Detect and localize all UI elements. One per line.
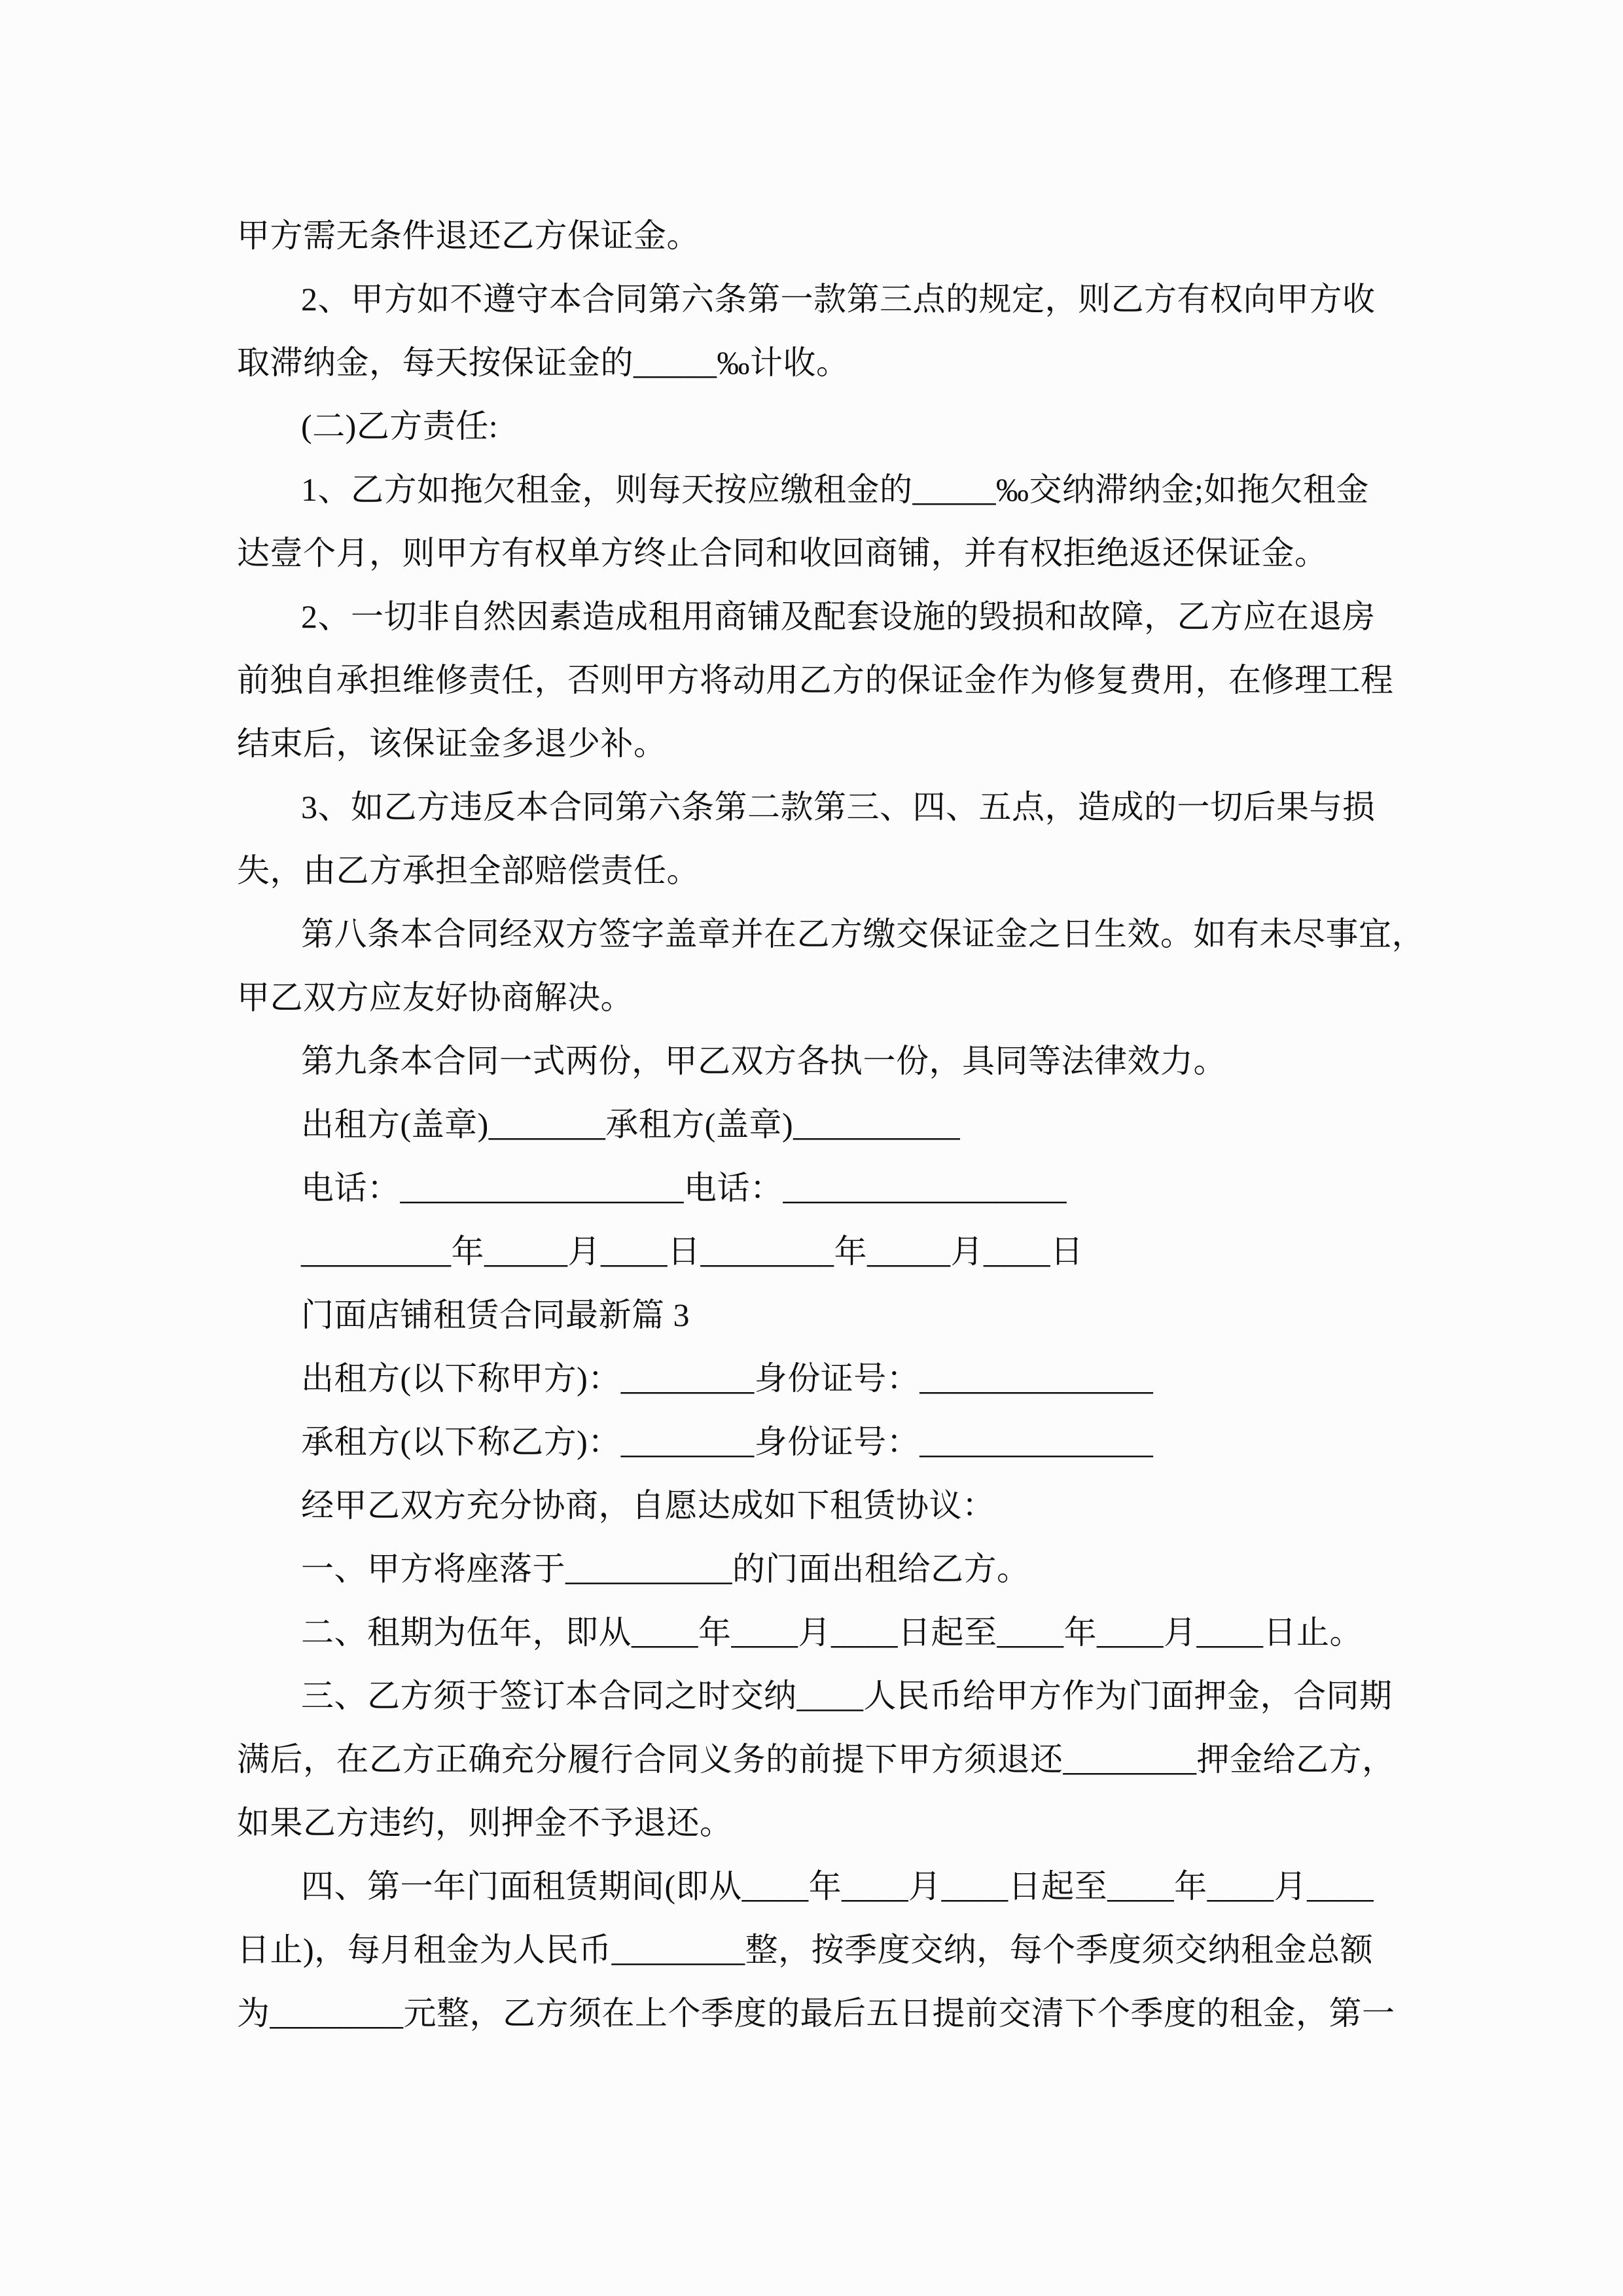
text-line: 为________元整，乙方须在上个季度的最后五日提前交清下个季度的租金，第一 [237,1995,1395,2032]
text-line: 2、甲方如不遵守本合同第六条第一款第三点的规定，则乙方有权向甲方收 [301,281,1376,317]
text-line: 取滞纳金，每天按保证金的_____‰计收。 [237,344,849,381]
contract-text-block [237,204,1425,2045]
text-line: 三、乙方须于签订本合同之时交纳____人民币给甲方作为门面押金，合同期 [301,1677,1393,1714]
party-line-lessor: 出租方(以下称甲方)：________身份证号：______________ [301,1360,1154,1397]
text-line: 3、如乙方违反本合同第六条第二款第三、四、五点，造成的一切后果与损 [301,789,1376,825]
text-line: 1、乙方如拖欠租金，则每天按应缴租金的_____‰交纳滞纳金;如拖欠租金 [301,471,1369,508]
section-title: 门面店铺租赁合同最新篇 3 [301,1297,690,1333]
signature-line-date: _________年_____月____日________年_____月____日 [301,1233,1084,1270]
text-line: 甲乙双方应友好协商解决。 [237,979,633,1016]
text-line: 结束后，该保证金多退少补。 [237,725,667,762]
text-line: 达壹个月，则甲方有权单方终止合同和收回商铺，并有权拒绝返还保证金。 [237,535,1328,571]
text-line: 二、租期为伍年，即从____年____月____日起至____年____月____日止。 [301,1614,1363,1651]
signature-line-seal: 出租方(盖章)_______承租方(盖章)__________ [301,1106,961,1143]
text-line: 四、第一年门面租赁期间(即从____年____月____日起至____年____月____ [301,1868,1374,1905]
text-line: 经甲乙双方充分协商，自愿达成如下租赁协议： [301,1487,995,1524]
text-line: 如果乙方违约，则押金不予退还。 [237,1804,733,1841]
text-line: 失，由乙方承担全部赔偿责任。 [237,852,700,889]
text-line: 第九条本合同一式两份，甲乙双方各执一份，具同等法律效力。 [301,1043,1226,1079]
text-line: 一、甲方将座落于__________的门面出租给乙方。 [301,1551,1030,1587]
text-line: 第八条本合同经双方签字盖章并在乙方缴交保证金之日生效。如有未尽事宜， [301,916,1425,952]
party-line-lessee: 承租方(以下称乙方)：________身份证号：______________ [301,1424,1154,1460]
text-line: 前独自承担维修责任，否则甲方将动用乙方的保证金作为修复费用，在修理工程 [237,662,1394,698]
text-line: 2、一切非自然因素造成租用商铺及配套设施的毁损和故障，乙方应在退房 [301,598,1376,635]
signature-line-phone: 电话：_________________电话：_________________ [301,1170,1067,1206]
text-line: 日止)，每月租金为人民币________整，按季度交纳，每个季度须交纳租金总额 [237,1931,1374,1968]
text-line: 甲方需无条件退还乙方保证金。 [237,217,700,254]
text-line: 满后，在乙方正确充分履行合同义务的前提下甲方须退还________押金给乙方， [237,1741,1395,1778]
text-line: (二)乙方责任: [301,408,499,444]
